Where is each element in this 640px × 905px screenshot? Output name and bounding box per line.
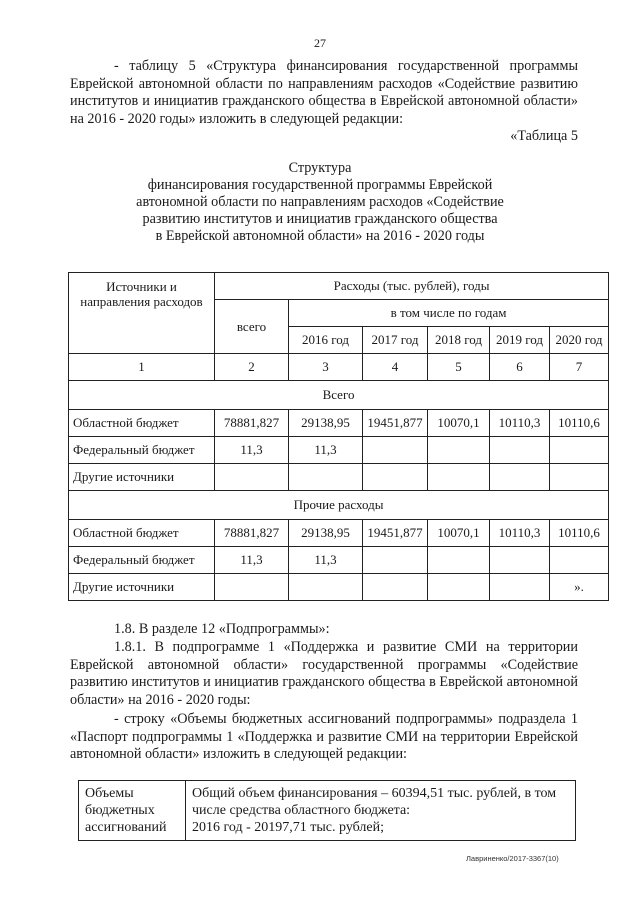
table-title-line: в Еврейской автономной области» на 2016 - 2020 годы <box>155 228 485 244</box>
column-number: 4 <box>363 354 428 381</box>
table-cell: 78881,827 <box>215 520 289 547</box>
table-cell <box>428 574 490 601</box>
passport-line: 2016 год - 20197,71 тыс. рублей; <box>192 820 385 835</box>
table-row <box>69 464 609 491</box>
table-cell <box>363 547 428 574</box>
column-number: 5 <box>428 354 490 381</box>
table-cell: 10070,1 <box>428 520 490 547</box>
table-cell: 11,3 <box>289 437 363 464</box>
table-row <box>69 574 609 601</box>
table-cell: 19451,877 <box>363 520 428 547</box>
footer-stamp: Лавриненко/2017-3367(10) <box>466 854 559 863</box>
column-number: 6 <box>490 354 550 381</box>
passport-table <box>78 780 576 841</box>
column-number: 1 <box>69 354 215 381</box>
by-years-header: в том числе по годам <box>289 300 609 327</box>
row-label: Областной бюджет <box>69 520 215 547</box>
total-header: всего <box>215 300 289 354</box>
intro-block <box>70 58 578 146</box>
row-change-paragraph: - строку «Объемы бюджетных ассигнований подпрограммы» подраздела 1 «Паспорт подпрограммы 1 «Поддержка и развитие СМИ на территории Еврейской автономной области» изложить в следующей редакции: <box>70 711 578 762</box>
table-title-line: финансирования государственной программы Еврейской <box>147 177 493 193</box>
page-number: 27 <box>314 36 326 50</box>
section-title-total: Всего <box>69 381 609 410</box>
table-cell <box>289 574 363 601</box>
table-cell: 10110,6 <box>550 410 609 437</box>
table-cell: 10110,3 <box>490 520 550 547</box>
table-cell <box>289 464 363 491</box>
table-cell <box>363 437 428 464</box>
row-label: Областной бюджет <box>69 410 215 437</box>
row-label: Федеральный бюджет <box>69 547 215 574</box>
table-cell <box>550 464 609 491</box>
passport-line: Общий объем финансирования – 60394,51 тыс. рублей, в том числе средства областного бюджета: <box>192 786 557 818</box>
table-cell: 19451,877 <box>363 410 428 437</box>
table-cell <box>215 574 289 601</box>
table-row <box>69 437 609 464</box>
row-label: Федеральный бюджет <box>69 437 215 464</box>
section-1-8: 1.8. В разделе 12 «Подпрограммы»: <box>114 621 330 637</box>
table-cell: 11,3 <box>289 547 363 574</box>
table-cell: 10110,6 <box>550 520 609 547</box>
intro-paragraph: - таблицу 5 «Структура финансирования государственной программы Еврейской автономной области по направлениям расходов «Содействие развитию институтов и инициатив гражданского общества в Еврейской автономной области» на 2016 - 2020 годы» изложить в следующей редакции: <box>70 58 578 127</box>
table-row <box>69 520 609 547</box>
table-cell <box>428 547 490 574</box>
year-header: 2017 год <box>363 327 428 354</box>
table-title-line: Структура <box>288 160 352 176</box>
table-cell <box>490 547 550 574</box>
row-label: Другие источники <box>69 464 215 491</box>
table-title-line: автономной области по направлениям расходов «Содействие <box>136 194 504 210</box>
table-cell <box>428 464 490 491</box>
column-number: 7 <box>550 354 609 381</box>
table-cell <box>215 464 289 491</box>
year-header: 2019 год <box>490 327 550 354</box>
table-title <box>100 160 540 245</box>
year-header: 2016 год <box>289 327 363 354</box>
table-row <box>69 410 609 437</box>
sources-header: Источники и направления расходов <box>69 273 215 354</box>
table-cell: 10070,1 <box>428 410 490 437</box>
table-cell <box>428 437 490 464</box>
section-title-other: Прочие расходы <box>69 491 609 520</box>
table-cell: ». <box>550 574 609 601</box>
table-cell: 29138,95 <box>289 410 363 437</box>
passport-label: Объемы бюджетных ассигнований <box>79 781 186 841</box>
table-cell: 29138,95 <box>289 520 363 547</box>
section-1-8-1: 1.8.1. В подпрограмме 1 «Поддержка и развитие СМИ на территории Еврейской автономной области» государственной программы «Содействие развитию институтов и инициатив гражданского общества в Еврейской автономной области» на 2016 - 2020 годы: <box>70 639 578 708</box>
table-cell: 11,3 <box>215 547 289 574</box>
column-number: 3 <box>289 354 363 381</box>
expenses-header: Расходы (тыс. рублей), годы <box>215 273 609 300</box>
table-cell <box>550 437 609 464</box>
table-cell <box>363 574 428 601</box>
table-title-line: развитию институтов и инициатив гражданского общества <box>142 211 498 227</box>
year-header: 2020 год <box>550 327 609 354</box>
row-label: Другие источники <box>69 574 215 601</box>
table-cell <box>490 437 550 464</box>
table-cell: 78881,827 <box>215 410 289 437</box>
year-header: 2018 год <box>428 327 490 354</box>
table-cell <box>490 574 550 601</box>
table-reference: «Таблица 5 <box>510 128 578 144</box>
table-row <box>69 547 609 574</box>
financing-table <box>68 272 609 601</box>
table-cell: 10110,3 <box>490 410 550 437</box>
table-cell <box>490 464 550 491</box>
table-cell <box>363 464 428 491</box>
table-cell <box>550 547 609 574</box>
column-number: 2 <box>215 354 289 381</box>
table-cell: 11,3 <box>215 437 289 464</box>
passport-value <box>186 781 576 841</box>
